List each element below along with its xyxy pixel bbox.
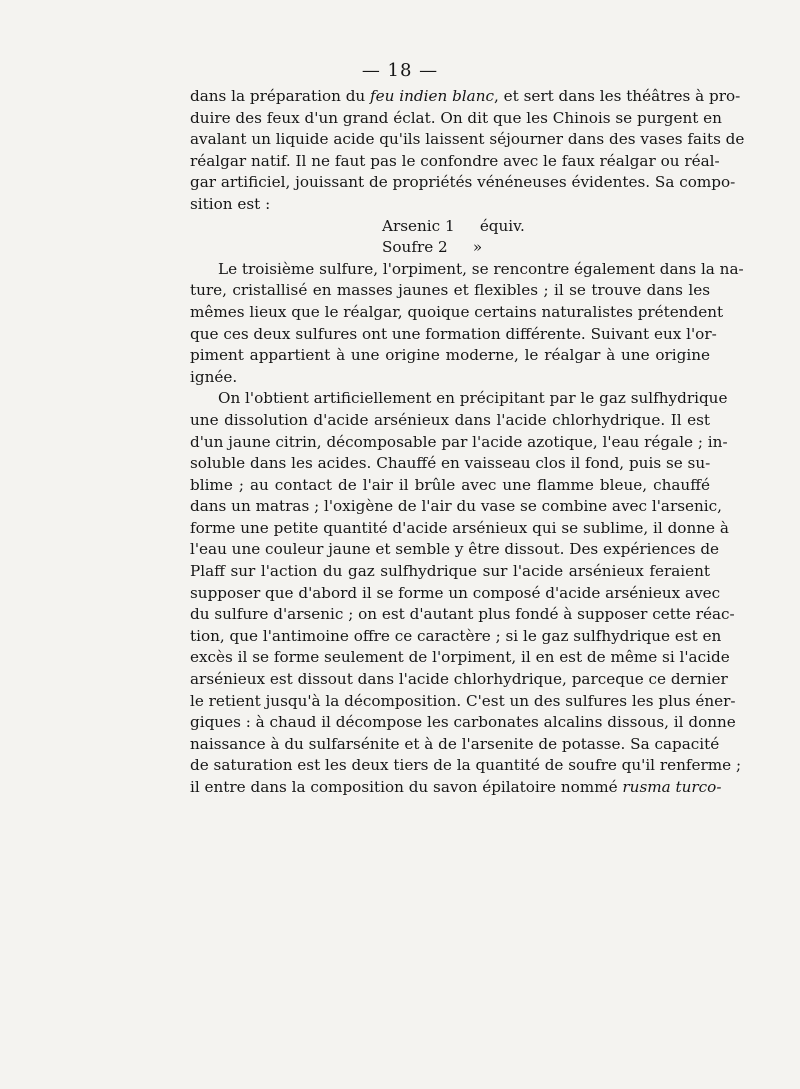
text-line: blime ; au contact de l'air il brûle avec une flamme bleue, chauffé [190, 475, 710, 494]
text-line: dans un matras ; l'oxigène de l'air du vase se combine avec l'arsenic, [190, 497, 722, 516]
text-line: giques : à chaud il décompose les carbonates alcalins dissous, il donne [190, 713, 736, 732]
text-line: tion, que l'antimoine offre ce caractère ; si le gaz sulfhydrique est en [190, 626, 722, 645]
text-line: Plaff sur l'action du gaz sulfhydrique sur l'acide arsénieux feraient [190, 562, 710, 581]
text-line: gar artificiel, jouissant de propriétés vénéneuses évidentes. Sa compo- [190, 173, 736, 192]
italic-term: feu indien blanc [370, 87, 494, 105]
text-line: que ces deux sulfures ont une formation différente. Suivant eux l'or- [190, 324, 717, 343]
text-line: ture, cristallisé en masses jaunes et flexibles ; il se trouve dans les [190, 281, 710, 300]
text-line: l'eau une couleur jaune et semble y être dissout. Des expériences de [190, 540, 720, 559]
formula-unit: équiv. [479, 216, 525, 235]
formula-element: Soufre [382, 238, 434, 257]
text-line: réalgar natif. Il ne faut pas le confondre avec le faux réalgar ou réal- [190, 151, 720, 170]
italic-term: rusma turco- [622, 778, 722, 796]
text-line: duire des feux d'un grand éclat. On dit que les Chinois se purgent en [190, 108, 722, 127]
text-line: une dissolution d'acide arsénieux dans l'acide chlorhydrique. Il est [190, 410, 710, 429]
body-text [190, 86, 745, 799]
text-line: du sulfure d'arsenic ; on est d'autant plus fondé à supposer cette réac- [190, 605, 735, 624]
text-line: Le troisième sulfure, l'orpiment, se rencontre également dans la na- [218, 259, 744, 278]
text-line: naissance à du sulfarsénite et à de l'arsenite de potasse. Sa capacité [190, 734, 720, 753]
text-line: sition est : [190, 194, 271, 213]
text-line: le retient jusqu'à la décomposition. C'est un des sulfures les plus éner- [190, 691, 736, 710]
text-line: de saturation est les deux tiers de la quantité de soufre qu'il renferme ; [190, 756, 742, 775]
text-line: supposer que d'abord il se forme un composé d'acide arsénieux avec [190, 583, 721, 602]
formula-unit: » [472, 238, 483, 257]
text-line: mêmes lieux que le réalgar, quoique certains naturalistes prétendent [190, 302, 724, 321]
text-line: forme une petite quantité d'acide arsénieux qui se sublime, il donne à [190, 518, 729, 537]
text-line: arsénieux est dissout dans l'acide chlorhydrique, parceque ce dernier [190, 670, 728, 689]
text-line: ignée. [190, 367, 238, 386]
text-line: excès il se forme seulement de l'orpiment, il en est de même si l'acide [190, 648, 730, 667]
text-line: soluble dans les acides. Chauffé en vaisseau clos il fond, puis se su- [190, 454, 711, 473]
formula-row [190, 216, 710, 238]
text-line: avalant un liquide acide qu'ils laissent séjourner dans des vases faits de [190, 130, 745, 149]
formula-row [190, 237, 710, 259]
text-line: On l'obtient artificiellement en précipitant par le gaz sulfhydrique [218, 389, 728, 408]
page-number: — 18 — [361, 60, 439, 81]
text-line: d'un jaune citrin, décomposable par l'acide azotique, l'eau régale ; in- [190, 432, 728, 451]
formula-element: Arsenic [382, 216, 441, 235]
text-line: il entre dans la composition du savon épilatoire nommé rusma turco- [190, 778, 722, 796]
formula-value: 1 [444, 216, 455, 235]
text-line: dans la préparation du feu indien blanc, et sert dans les théâtres à pro- [190, 87, 741, 105]
text-line: piment appartient à une origine moderne, le réalgar à une origine [190, 346, 710, 365]
formula-value: 2 [438, 238, 448, 257]
